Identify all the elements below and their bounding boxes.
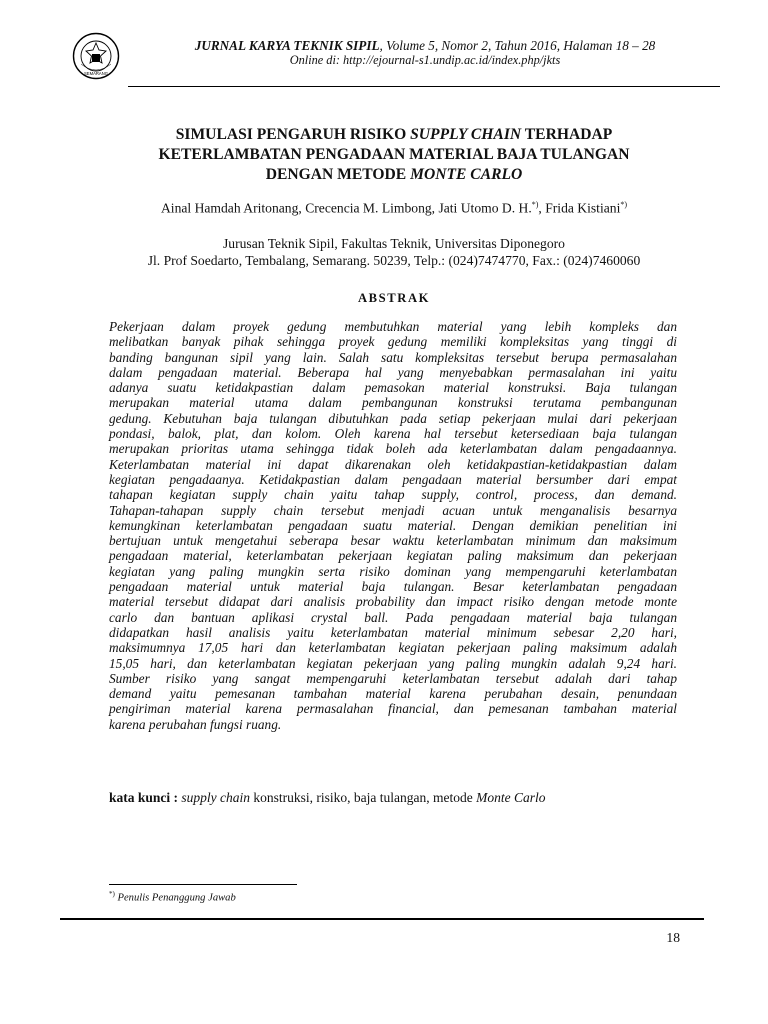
abstract-line: banding bangunan sipil yang lain. Salah satu kompleksitas tersebut berupa permasalahan [109, 349, 677, 365]
abstract-line: kegiatan yang paling mungkin serta risiko dominan yang mempengaruhi keterlambatan [109, 563, 677, 579]
abstract-line: pengiriman material karena permasalahan financial, dan pemesanan tambahan material [109, 701, 677, 717]
abstract-line: adanya suatu ketidakpastian dalam pemasokan material konstruksi. Baja tulangan [109, 380, 677, 396]
abstract-line: pengadaan material, keterlambatan pekerjaan kegiatan paling maksimum dan pekerjaan [109, 548, 677, 564]
abstract-line: material tersebut didapat dari analisis probability dan impact risiko dengan metode monte [109, 594, 677, 610]
author-list: Ainal Hamdah Aritonang, Crecencia M. Limbong, Jati Utomo D. H.*), Frida Kistiani*) [160, 200, 628, 216]
abstract-line: didapatkan hasil analisis yaitu keterlambatan material minimum sebesar 2,20 hari, [109, 624, 677, 640]
journal-online-url: Online di: http://ejournal-s1.undip.ac.id/index.php/jkts [289, 53, 561, 67]
footnote: *) Penulis Penanggung Jawab [109, 890, 236, 904]
corresponding-mark: *) [531, 200, 539, 209]
abstract-line: bertujuan untuk mengetahui seberapa besar waktu keterlambatan minimum dan maksimum [109, 533, 677, 549]
abstract-line: dalam pengadaan material. Beberapa hal yang menyebabkan permasalahan ini yaitu [109, 364, 677, 380]
abstract-line: kegiatan pengadaanya. Ketidakpastian dalam pengadaan material bersumber dari empat [109, 471, 677, 487]
corresponding-mark: *) [620, 200, 628, 209]
abstract-body [109, 319, 677, 732]
journal-details: , Volume 5, Nomor 2, Tahun 2016, Halaman 18 – 28 [379, 38, 656, 53]
abstract-line: 15,05 hari, dan keterlambatan kegiatan pekerjaan yang paling mungkin adalah 9,24 hari. [109, 655, 677, 671]
journal-citation [130, 38, 720, 54]
abstract-line: maksimumnya 17,05 hari dan keterlambatan kegiatan pekerjaan paling maksimum adalah [109, 640, 677, 656]
university-seal-logo [72, 32, 120, 80]
keywords: kata kunci : supply chain konstruksi, risiko, baja tulangan, metode Monte Carlo [109, 790, 546, 805]
footnote-divider [109, 884, 297, 885]
abstract-line: Tahapan-tahapan supply chain tersebut menjadi acuan untuk menganalisis besarnya [109, 502, 677, 518]
abstract-heading: ABSTRAK [357, 291, 431, 305]
journal-name: JURNAL KARYA TEKNIK SIPIL [194, 38, 380, 53]
paper-title: SIMULASI PENGARUH RISIKO SUPPLY CHAIN TERHADAP KETERLAMBATAN PENGADAAN MATERIAL BAJA TULANGAN DENGAN METODE MONTE CARLO [158, 126, 630, 183]
keywords-label: kata kunci : [109, 790, 182, 805]
page-number: 18 [666, 930, 680, 945]
abstract-line: pengadaan material untuk material baja tulangan. Besar keterlambatan pengadaan [109, 579, 677, 595]
abstract-line: demand yaitu pemesanan tambahan material karena perubahan desain, penundaan [109, 686, 677, 702]
abstract-line: gedung. Kebutuhan baja tulangan dibutuhkan pada setiap pekerjaan mulai dari pekerjaan [109, 410, 677, 426]
abstract-line: carlo dan bantuan aplikasi crystal ball. Pada pengadaan material baja tulangan [109, 609, 677, 625]
svg-text:SEMARANG: SEMARANG [84, 71, 108, 76]
footer-divider [60, 918, 704, 920]
header-divider [128, 86, 720, 87]
abstract-line: karena perubahan fungsi ruang. [109, 716, 282, 732]
abstract-line: kemungkinan keterlambatan pengadaan suatu material. Dengan demikian penelitian ini [109, 517, 677, 533]
abstract-line: Pekerjaan dalam proyek gedung membutuhkan material yang lebih kompleks dan [109, 319, 677, 334]
abstract-line: tahapan kegiatan supply chain yaitu tahap supply, control, process, dan demand. [109, 487, 677, 503]
affiliation: Jurusan Teknik Sipil, Fakultas Teknik, Universitas Diponegoro Jl. Prof Soedarto, Tembalang, Semarang. 50239, Telp.: (024)7474770, Fax.: (024)7460060 [147, 236, 641, 268]
abstract-line: pondasi, balok, plat, dan kolom. Oleh karena hal tersebut ketersediaan baja tulangan [109, 426, 677, 442]
abstract-line: merupakan prioritas utama sehingga tidak boleh ada keterlambatan dalam pengadaannya. [109, 441, 677, 457]
abstract-line: Keterlambatan material ini dapat dikarenakan oleh ketidakpastian-ketidakpastian dalam [109, 456, 677, 472]
abstract-line: merupakan material utama dalam pembangunan konstruksi terutama pembangunan [109, 395, 677, 411]
abstract-line: Sumber risiko yang sangat mempengaruhi keterlambatan tersebut adalah dari tahap [109, 670, 677, 686]
abstract-line: melibatkan banyak pihak sehingga proyek gedung memiliki kompleksitas yang tinggi di [109, 334, 677, 350]
